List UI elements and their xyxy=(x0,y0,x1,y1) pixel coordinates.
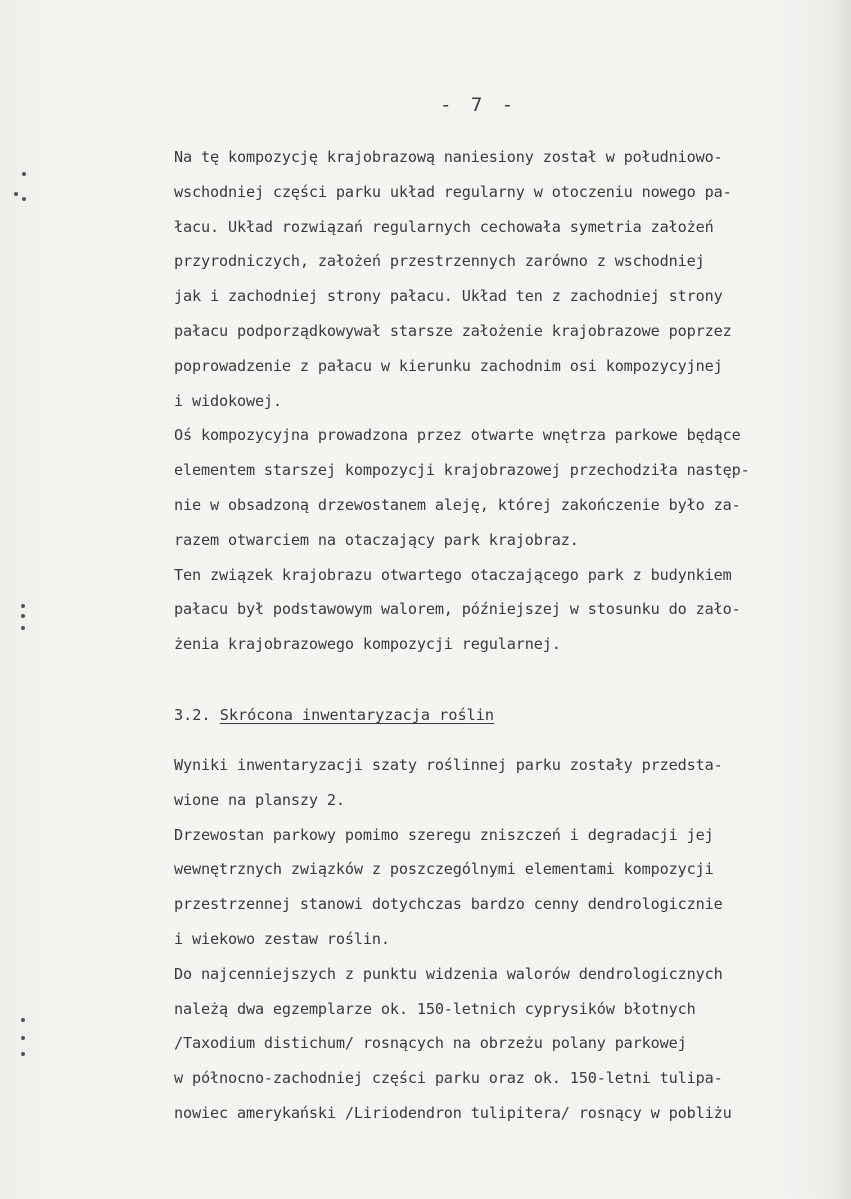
text-line: żenia krajobrazowego kompozycji regularnej. xyxy=(174,635,561,654)
text-line: poprowadzenie z pałacu w kierunku zachodnim osi kompozycyjnej xyxy=(174,356,723,375)
text-line: pałacu podporządkowywał starsze założenie krajobrazowe poprzez xyxy=(174,321,732,340)
text-line: nie w obsadzoną drzewostanem aleję, której zakończenie było za- xyxy=(174,495,741,514)
text-line: i wiekowo zestaw roślin. xyxy=(174,929,390,948)
text-line: Na tę kompozycję krajobrazową naniesiony został w południowo- xyxy=(174,148,723,166)
binding-hole-mark xyxy=(21,626,25,630)
text-line: jak i zachodniej strony pałacu. Układ ten z zachodniej strony xyxy=(174,287,723,306)
text-line: Wyniki inwentaryzacji szaty roślinnej parku zostały przedsta- xyxy=(174,756,723,774)
binding-hole-mark xyxy=(21,1018,25,1022)
section-heading xyxy=(174,700,494,730)
text-line: i widokowej. xyxy=(174,391,282,410)
text-line: Do najcenniejszych z punktu widzenia walorów dendrologicznych xyxy=(174,964,723,983)
text-line: łacu. Układ rozwiązań regularnych cechowała symetria założeń xyxy=(174,217,714,236)
binding-hole-mark xyxy=(21,1052,25,1056)
text-line: Oś kompozycyjna prowadzona przez otwarte wnętrza parkowe będące xyxy=(174,426,741,445)
text-line: wschodniej części parku układ regularny w otoczeniu nowego pa- xyxy=(174,182,732,201)
page-number: - 7 - xyxy=(440,94,518,116)
binding-hole-mark xyxy=(21,614,25,618)
text-line: nowiec amerykański /Liriodendron tulipitera/ rosnący w pobliżu xyxy=(174,1103,732,1122)
paragraph-composition xyxy=(174,140,824,662)
text-line: należą dwa egzemplarze ok. 150-letnich cyprysików błotnych xyxy=(174,999,696,1018)
text-line: wione na planszy 2. xyxy=(174,790,345,809)
text-line: w północno-zachodniej części parku oraz ok. 150-letni tulipa- xyxy=(174,1069,723,1088)
page-edge-shadow xyxy=(833,0,851,1199)
text-line: przestrzennej stanowi dotychczas bardzo cenny dendrologicznie xyxy=(174,895,723,914)
text-line: przyrodniczych, założeń przestrzennych zarówno z wschodniej xyxy=(174,252,705,271)
text-line: razem otwarciem na otaczający park krajobraz. xyxy=(174,530,579,549)
binding-hole-mark xyxy=(14,192,18,196)
binding-hole-mark xyxy=(21,604,25,608)
text-line: /Taxodium distichum/ rosnących na obrzeżu polany parkowej xyxy=(174,1034,687,1053)
text-line: wewnętrznych związków z poszczególnymi elementami kompozycji xyxy=(174,860,714,879)
binding-hole-mark xyxy=(22,197,26,201)
text-line: Drzewostan parkowy pomimo szeregu zniszczeń i degradacji jej xyxy=(174,825,714,844)
text-line: elementem starszej kompozycji krajobrazowej przechodziła następ- xyxy=(174,461,750,480)
paragraph-plant-inventory xyxy=(174,748,824,1131)
binding-hole-mark xyxy=(22,172,26,176)
binding-hole-mark xyxy=(21,1036,25,1040)
section-title: Skrócona inwentaryzacja roślin xyxy=(219,706,495,724)
section-number: 3.2. xyxy=(174,706,211,724)
text-line: pałacu był podstawowym walorem, późniejszej w stosunku do zało- xyxy=(174,600,741,619)
text-line: Ten związek krajobrazu otwartego otaczającego park z budynkiem xyxy=(174,565,732,584)
